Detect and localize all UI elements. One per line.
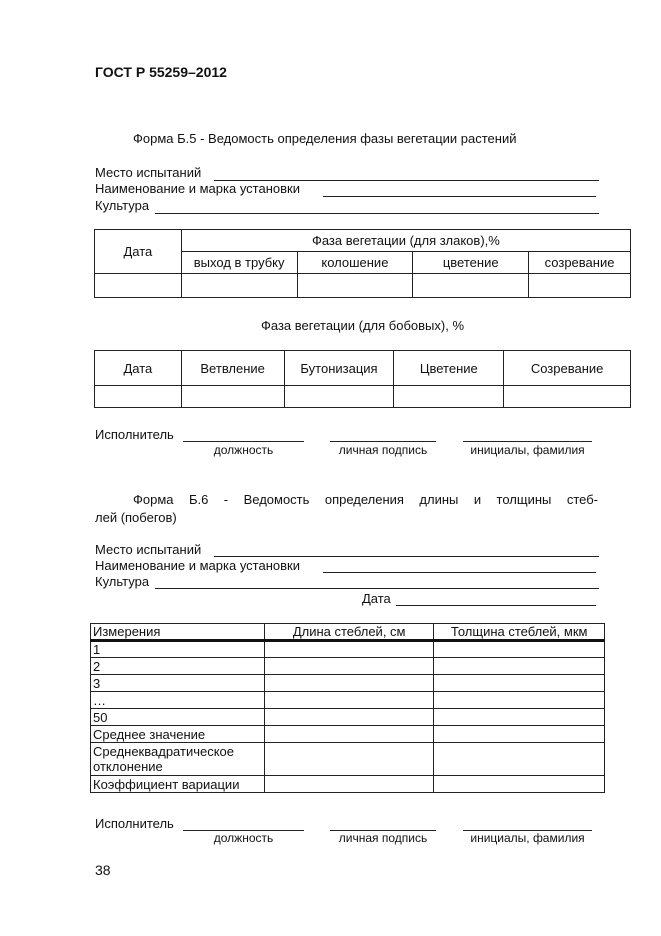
- document-header: ГОСТ Р 55259–2012: [95, 64, 227, 80]
- table-cell[interactable]: [434, 726, 605, 743]
- legume-table-caption: Фаза вегетации (для бобовых), %: [261, 318, 464, 333]
- column-header: Цветение: [394, 351, 504, 386]
- table-cell[interactable]: [434, 743, 605, 776]
- position-caption: должность: [213, 831, 274, 845]
- table-cell[interactable]: [434, 776, 605, 793]
- table-cell[interactable]: [264, 692, 434, 709]
- executor-label: Исполнитель: [95, 816, 174, 831]
- page-number: 38: [95, 862, 111, 878]
- installation-line[interactable]: [323, 572, 596, 573]
- place-label: Место испытаний: [95, 542, 202, 557]
- row-label: Коэффициент вариации: [91, 776, 265, 793]
- table-cell[interactable]: [413, 274, 529, 298]
- installation-label: Наименование и марка установки: [95, 181, 300, 196]
- table-cell[interactable]: [95, 274, 182, 298]
- row-label: …: [91, 692, 265, 709]
- culture-label: Культура: [95, 198, 150, 213]
- column-header: Дата: [95, 351, 182, 386]
- signature-caption: личная подпись: [338, 831, 428, 845]
- date-label: Дата: [362, 591, 391, 606]
- table-cell[interactable]: [95, 386, 182, 408]
- table-cell[interactable]: [434, 675, 605, 692]
- table-cell[interactable]: [434, 641, 605, 658]
- position-caption: должность: [213, 443, 274, 457]
- signature-line[interactable]: [330, 441, 436, 442]
- form-b5-title: Форма Б.5 - Ведомость определения фазы вегетации растений: [133, 131, 517, 146]
- table-cell[interactable]: [434, 709, 605, 726]
- stem-measurements-table: [90, 623, 605, 793]
- culture-label: Культура: [95, 574, 150, 589]
- row-label: 1: [91, 641, 265, 658]
- column-header: колошение: [297, 252, 413, 274]
- signature-caption: личная подпись: [338, 443, 428, 457]
- form-b6-title-line2: лей (побегов): [95, 510, 177, 525]
- table-cell[interactable]: [264, 675, 434, 692]
- row-label: 50: [91, 709, 265, 726]
- culture-line[interactable]: [155, 213, 599, 214]
- initials-line[interactable]: [463, 441, 592, 442]
- position-line[interactable]: [183, 441, 304, 442]
- row-label: Среднее значение: [91, 726, 265, 743]
- table-cell[interactable]: [181, 386, 284, 408]
- table-cell[interactable]: [284, 386, 394, 408]
- table-cell[interactable]: [264, 658, 434, 675]
- table-cell[interactable]: [529, 274, 631, 298]
- table-cell[interactable]: [394, 386, 504, 408]
- cereal-phase-table: [94, 229, 631, 298]
- culture-line[interactable]: [155, 588, 599, 589]
- executor-label: Исполнитель: [95, 427, 174, 442]
- column-header: Измерения: [91, 624, 265, 641]
- table-cell[interactable]: [264, 726, 434, 743]
- table-cell[interactable]: [264, 709, 434, 726]
- column-header: Толщина стеблей, мкм: [434, 624, 605, 641]
- table-cell[interactable]: [181, 274, 297, 298]
- row-label: Среднеквадратическое отклонение: [91, 743, 265, 776]
- legume-phase-table: [94, 350, 631, 408]
- installation-label: Наименование и марка установки: [95, 558, 300, 573]
- date-line[interactable]: [396, 605, 596, 606]
- column-header: Созревание: [504, 351, 631, 386]
- table-cell[interactable]: [297, 274, 413, 298]
- installation-line[interactable]: [323, 196, 596, 197]
- table-cell[interactable]: [264, 743, 434, 776]
- form-b6-title-line1: Форма Б.6 - Ведомость определения длины и толщины стеб-: [133, 492, 598, 507]
- column-header: цветение: [413, 252, 529, 274]
- table-cell[interactable]: [264, 776, 434, 793]
- table-cell[interactable]: [434, 692, 605, 709]
- row-label: 2: [91, 658, 265, 675]
- table-cell[interactable]: [264, 641, 434, 658]
- column-header: Ветвление: [181, 351, 284, 386]
- row-label: 3: [91, 675, 265, 692]
- column-header: Бутонизация: [284, 351, 394, 386]
- place-line[interactable]: [214, 556, 599, 557]
- place-label: Место испытаний: [95, 165, 202, 180]
- column-header: Длина стеблей, см: [264, 624, 434, 641]
- initials-caption: инициалы, фамилия: [470, 443, 585, 457]
- column-header: выход в трубку: [181, 252, 297, 274]
- table-cell[interactable]: [504, 386, 631, 408]
- table-cell[interactable]: [434, 658, 605, 675]
- phase-group-header: Фаза вегетации (для злаков),%: [181, 230, 630, 252]
- initials-caption: инициалы, фамилия: [470, 831, 585, 845]
- column-header: созревание: [529, 252, 631, 274]
- date-header: Дата: [95, 230, 182, 274]
